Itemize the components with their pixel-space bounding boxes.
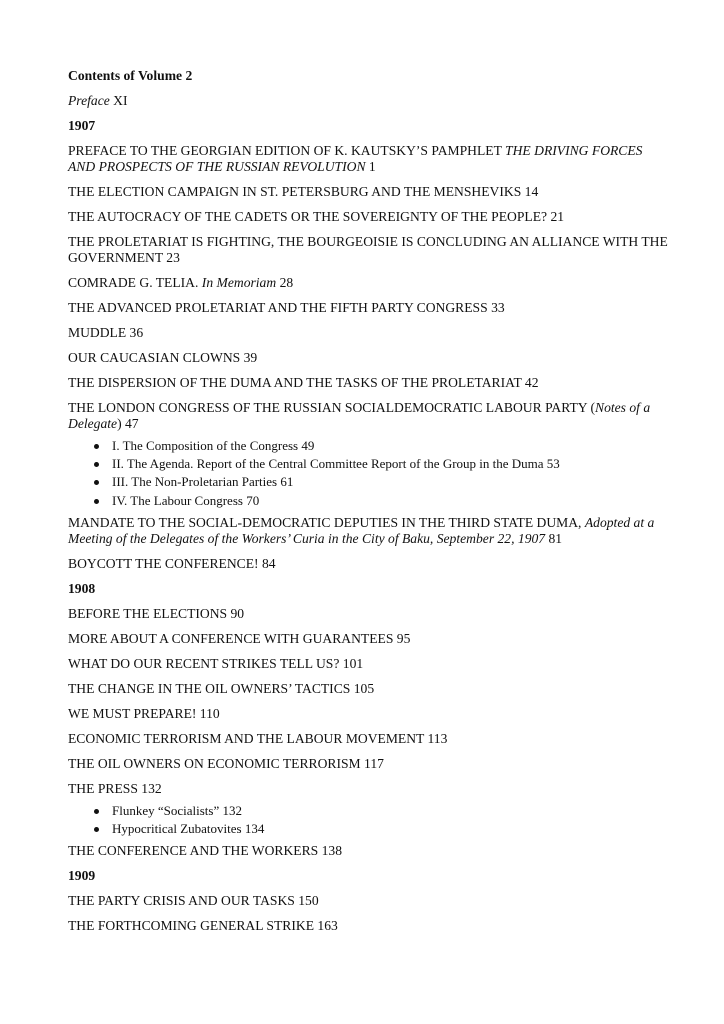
year-heading: 1907 — [68, 118, 96, 133]
entry-text: 28 — [276, 275, 294, 290]
entry-italic-text: Notes of a Delegate — [68, 400, 651, 431]
entry-text: BEFORE THE ELECTIONS 90 — [68, 605, 245, 621]
entry-text: ) 47 — [117, 416, 139, 431]
entry-text: MORE ABOUT A CONFERENCE WITH GUARANTEES 95 — [68, 630, 411, 646]
toc-entry — [68, 781, 668, 797]
toc-entry — [68, 325, 668, 341]
entry-text: THE ADVANCED PROLETARIAT AND THE FIFTH PARTY CONGRESS 33 — [68, 300, 505, 315]
toc-entry — [68, 234, 668, 266]
table-of-contents — [68, 118, 668, 934]
contents-title: Contents of Volume 2 — [68, 68, 193, 83]
entry-text: MUDDLE 36 — [68, 325, 144, 340]
sub-entry-text: Flunkey “Socialists” 132 — [112, 802, 242, 818]
entry-text: THE CONFERENCE AND THE WORKERS 138 — [68, 843, 343, 859]
sub-entry-text: IV. The Labour Congress 70 — [112, 492, 260, 508]
entry-text: THE ELECTION CAMPAIGN IN ST. PETERSBURG AND THE MENSHEVIKS 14 — [68, 184, 539, 199]
entry-text: THE OIL OWNERS ON ECONOMIC TERRORISM 117 — [68, 755, 384, 771]
toc-entry — [68, 350, 668, 366]
preface-entry — [68, 93, 668, 109]
entry-text: THE AUTOCRACY OF THE CADETS OR THE SOVEREIGNTY OF THE PEOPLE? 21 — [68, 209, 565, 224]
entry-italic-text: In Memoriam — [201, 275, 277, 290]
toc-entry — [68, 893, 668, 909]
entry-text: 81 — [545, 530, 563, 546]
entry-text: WHAT DO OUR RECENT STRIKES TELL US? 101 — [68, 655, 364, 671]
toc-entry — [68, 400, 668, 432]
entry-text: BOYCOTT THE CONFERENCE! 84 — [68, 555, 276, 571]
toc-entry — [68, 631, 668, 647]
sub-entry-list — [68, 803, 668, 837]
entry-text: THE PROLETARIAT IS FIGHTING, THE BOURGEOISIE IS CONCLUDING AN ALLIANCE WITH THE GOVERNMENT 23 — [68, 234, 668, 265]
toc-entry — [68, 606, 668, 622]
toc-entry — [68, 656, 668, 672]
sub-entry — [94, 456, 668, 472]
toc-entry — [68, 731, 668, 747]
entry-text: THE DISPERSION OF THE DUMA AND THE TASKS OF THE PROLETARIAT 42 — [68, 375, 539, 390]
entry-text: THE LONDON CONGRESS OF THE RUSSIAN SOCIALDEMOCRATIC LABOUR PARTY ( — [68, 400, 595, 415]
entry-text: 1 — [365, 159, 376, 174]
sub-entry — [94, 493, 668, 509]
entry-text: OUR CAUCASIAN CLOWNS 39 — [68, 350, 258, 365]
sub-entry-text: Hypocritical Zubatovites 134 — [112, 821, 265, 837]
sub-entry — [94, 474, 668, 490]
entry-text: THE FORTHCOMING GENERAL STRIKE 163 — [68, 918, 338, 934]
entry-text: COMRADE G. TELIA. — [68, 275, 202, 290]
toc-entry — [68, 843, 668, 859]
toc-entry — [68, 556, 668, 572]
sub-entry-list — [68, 438, 668, 509]
entry-text: MANDATE TO THE SOCIAL-DEMOCRATIC DEPUTIES IN THE THIRD STATE DUMA, — [68, 514, 585, 530]
year-heading: 1909 — [68, 868, 96, 884]
toc-entry — [68, 706, 668, 722]
entry-text: WE MUST PREPARE! 110 — [68, 705, 220, 721]
bullet-icon — [94, 444, 99, 449]
preface-page: XI — [113, 93, 128, 108]
entry-italic-text: THE DRIVING FORCES AND PROSPECTS OF THE RUSSIAN REVOLUTION — [68, 143, 643, 174]
toc-entry — [68, 756, 668, 772]
toc-entry — [68, 918, 668, 934]
sub-entry-text: I. The Composition of the Congress 49 — [112, 438, 315, 453]
sub-entry — [94, 803, 668, 819]
bullet-icon — [94, 827, 99, 832]
toc-entry — [68, 681, 668, 697]
bullet-icon — [94, 462, 99, 467]
toc-entry — [68, 300, 668, 316]
entry-text: THE PRESS 132 — [68, 780, 162, 796]
year-heading: 1908 — [68, 580, 96, 596]
sub-entry — [94, 438, 668, 454]
contents-page — [68, 68, 668, 943]
bullet-icon — [94, 499, 99, 504]
toc-entry — [68, 515, 668, 547]
sub-entry — [94, 821, 668, 837]
toc-entry — [68, 375, 668, 391]
toc-entry — [68, 184, 668, 200]
bullet-icon — [94, 480, 99, 485]
entry-italic-text: Adopted at a Meeting of the Delegates of the Workers’ Curia in the City of Baku, September 22, 1907 — [68, 514, 655, 546]
sub-entry-text: III. The Non-Proletarian Parties 61 — [112, 474, 294, 490]
sub-entry-text: II. The Agenda. Report of the Central Committee Report of the Group in the Duma 53 — [112, 456, 560, 472]
preface-label: Preface — [68, 93, 110, 108]
toc-entry — [68, 275, 668, 291]
toc-entry — [68, 209, 668, 225]
entry-text: ECONOMIC TERRORISM AND THE LABOUR MOVEMENT 113 — [68, 730, 448, 746]
entry-text: PREFACE TO THE GEORGIAN EDITION OF K. KAUTSKY’S PAMPHLET — [68, 143, 506, 158]
entry-text: THE PARTY CRISIS AND OUR TASKS 150 — [68, 893, 319, 909]
toc-entry — [68, 143, 668, 175]
bullet-icon — [94, 809, 99, 814]
entry-text: THE CHANGE IN THE OIL OWNERS’ TACTICS 105 — [68, 680, 375, 696]
